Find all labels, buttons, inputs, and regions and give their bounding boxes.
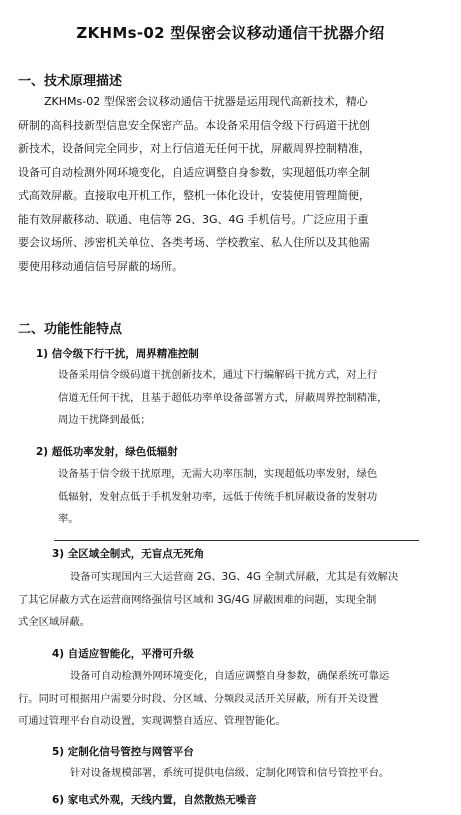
paragraph-line: 要使用移动通信信号屏蔽的场所。 xyxy=(18,259,183,273)
feature-title: 5) 定制化信号管控与网管平台 xyxy=(52,746,194,758)
feature-title: 1) 信令级下行干扰，周界精准控制 xyxy=(36,348,199,360)
feature-line: 行。同时可根据用户需要分时段、分区域、分频段灵活开关屏蔽，所有开关设置 xyxy=(18,692,379,705)
divider-line xyxy=(54,540,419,541)
document-title: ZKHMs-02 型保密会议移动通信干扰器介绍 xyxy=(76,24,385,42)
feature-line: 了其它屏蔽方式在运营商网络强信号区域和 3G/4G 屏蔽困难的问题，实现全制 xyxy=(18,593,377,606)
feature-line: 设备基于信令级干扰原理，无需大功率压制，实现超低功率发射，绿色 xyxy=(58,468,378,480)
feature-line: 信道无任何干扰，且基于超低功率单设备部署方式，屏蔽周界控制精准， xyxy=(58,391,388,404)
section1-heading: 一、技术原理描述 xyxy=(18,74,123,89)
feature-line: 设备可实现国内三大运营商 2G、3G、4G 全制式屏蔽，尤其是有效解决 xyxy=(70,571,399,583)
section1-paragraph xyxy=(18,90,370,278)
paragraph-line: 能有效屏蔽移动、联通、电信等 2G、3G、4G 手机信号。广泛应用于重 xyxy=(18,212,369,226)
feature-title: 3) 全区域全制式，无盲点无死角 xyxy=(52,548,205,560)
feature-body xyxy=(58,463,377,531)
feature-line: 式全区域屏蔽。 xyxy=(18,616,91,628)
section2-heading: 二、功能性能特点 xyxy=(18,322,123,337)
feature-line: 率。 xyxy=(58,513,79,525)
feature-line: 针对设备规模部署，系统可提供电信级、定制化网管和信号管控平台。 xyxy=(70,767,390,779)
paragraph-line: 研制的高科技新型信息安全保密产品。本设备采用信令级下行码道干扰创 xyxy=(18,118,370,132)
paragraph-line: 新技术，设备间完全同步，对上行信道无任何干扰，屏蔽周界控制精准， xyxy=(18,142,370,155)
feature-line: 可通过管理平台自动设置，实现调整自适应、管理智能化。 xyxy=(18,715,286,727)
paragraph-line: ZKHMs-02 型保密会议移动通信干扰器是运用现代高新技术，精心 xyxy=(44,95,368,108)
paragraph-line: 设备可自动检测外网环境变化，自适应调整自身参数，实现超低功率全制 xyxy=(18,165,370,179)
feature-body xyxy=(70,762,389,785)
paragraph-line: 要会议场所、涉密机关单位、各类考场、学校教室、私人住所以及其他需 xyxy=(18,236,370,249)
feature-line: 低辐射，发射点低于手机发射功率，远低于传统手机屏蔽设备的发射功 xyxy=(58,490,378,503)
feature-line: 设备可自动检测外网环境变化，自适应调整自身参数，确保系统可靠运 xyxy=(70,670,390,682)
feature-body xyxy=(18,665,389,733)
feature-title: 4) 自适应智能化，平滑可升级 xyxy=(52,648,194,660)
feature-title: 2) 超低功率发射，绿色低辐射 xyxy=(36,446,178,458)
feature-body xyxy=(58,364,388,432)
feature-line: 周边干扰降到最低； xyxy=(58,414,151,426)
feature-title: 6) 家电式外观，天线内置，自然散热无噪音 xyxy=(52,794,257,806)
paragraph-line: 式高效屏蔽。直接取电开机工作，整机一体化设计，安装使用管理简便， xyxy=(18,189,370,202)
feature-line: 设备采用信令级码道干扰创新技术，通过下行编解码干扰方式，对上行 xyxy=(58,369,378,381)
feature-body xyxy=(18,566,398,634)
